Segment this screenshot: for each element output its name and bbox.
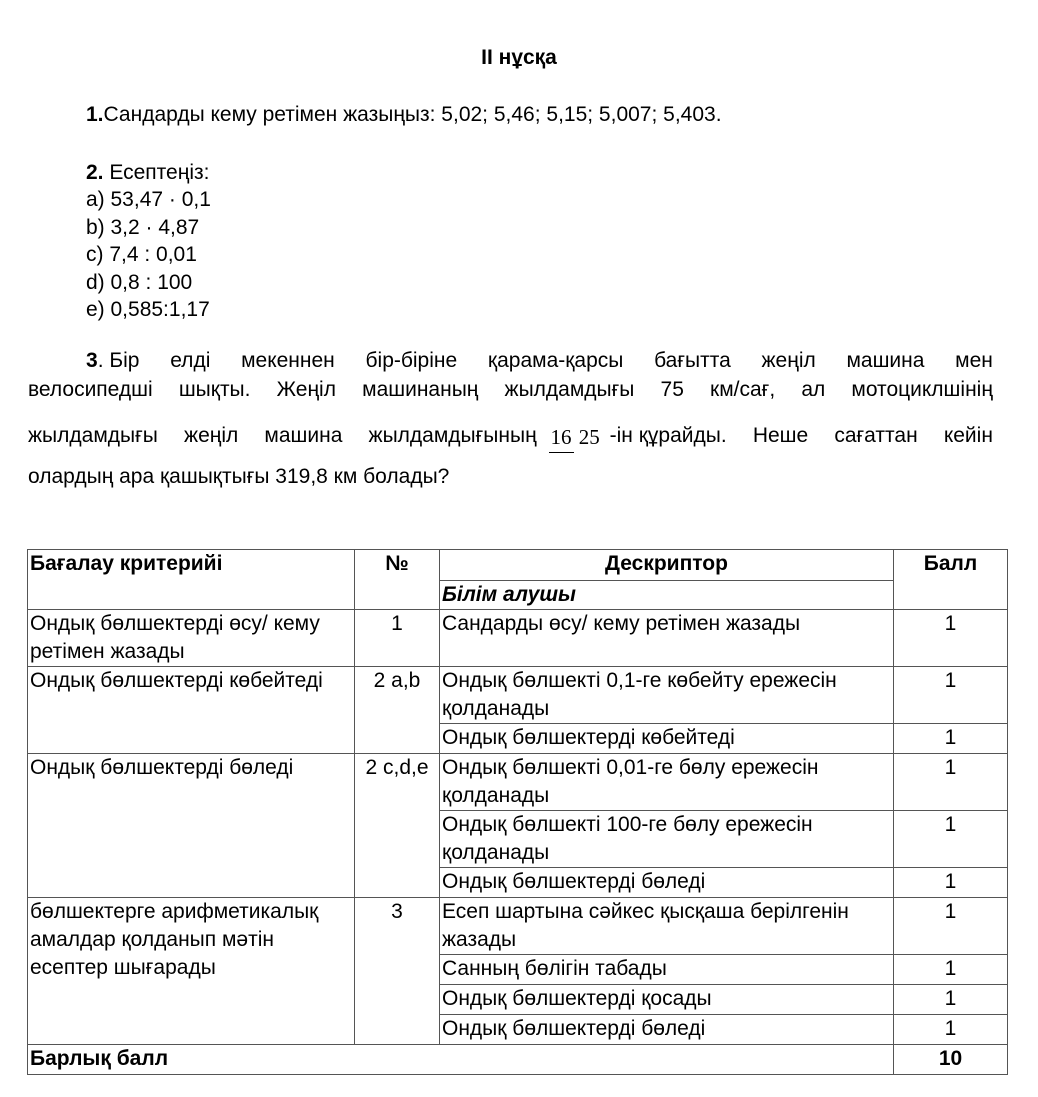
total-row xyxy=(28,1045,1008,1075)
points-cell: 1 xyxy=(894,1015,1008,1045)
points-cell: 1 xyxy=(894,811,1008,868)
question-1 xyxy=(86,103,722,127)
question-2-text: Есептеңіз: xyxy=(103,161,210,184)
descriptor-cell: Ондық бөлшекті 0,1-ге көбейту ережесін қолданады xyxy=(440,667,894,724)
descriptor-cell: Ондық бөлшекті 100-ге бөлу ережесін қолданады xyxy=(440,811,894,868)
question-2 xyxy=(86,159,211,323)
table-row xyxy=(28,610,1008,667)
question-2-item-c: c) 7,4 : 0,01 xyxy=(86,243,197,267)
question-3-line-1 xyxy=(28,349,993,378)
points-cell: 1 xyxy=(894,667,1008,724)
question-3-word: машинаның xyxy=(362,378,479,401)
question-3-word: машина xyxy=(264,424,343,447)
question-2-item-a: a) 53,47 · 0,1 xyxy=(86,188,211,212)
question-3-word: жеңіл xyxy=(761,349,816,372)
fraction-numerator: 16 xyxy=(549,426,574,453)
question-3-word: ал xyxy=(801,378,826,401)
descriptor-cell: Есеп шартына сәйкес қысқаша берілгенін жазады xyxy=(440,898,894,955)
question-3-word: жылдамдығы xyxy=(28,424,158,447)
question-3-word: бір-біріне xyxy=(365,349,458,372)
points-cell: 1 xyxy=(894,724,1008,754)
question-3-line-3 xyxy=(28,407,993,465)
question-3-fraction-group xyxy=(369,420,727,453)
criteria-cell: Ондық бөлшектерді бөледі xyxy=(28,754,355,898)
question-3-word: елді xyxy=(170,349,211,372)
variant-title: II нұсқа xyxy=(481,46,557,69)
question-3-word: мотоциклшінің xyxy=(851,378,993,401)
question-3-word: км/сағ, xyxy=(710,378,776,401)
question-3-word: сағаттан xyxy=(834,424,918,447)
question-3-word: кейін xyxy=(943,424,993,447)
question-3-word: 3. Бір xyxy=(86,349,140,372)
question-3 xyxy=(28,349,993,495)
descriptor-cell: Ондық бөлшектерді бөледі xyxy=(440,1015,894,1045)
question-2-number: 2. xyxy=(86,161,104,184)
descriptor-cell: Ондық бөлшекті 0,01-ге бөлу ережесін қолданады xyxy=(440,754,894,811)
descriptor-cell: Ондық бөлшектерді көбейтеді xyxy=(440,724,894,754)
header-points: Балл xyxy=(894,550,1008,610)
points-cell: 1 xyxy=(894,898,1008,955)
table-row xyxy=(28,667,1008,724)
question-2-item-b: b) 3,2 · 4,87 xyxy=(86,215,200,239)
criteria-cell: Ондық бөлшектерді көбейтеді xyxy=(28,667,355,754)
assessment-rubric-table xyxy=(27,549,1008,1075)
question-3-word: машина xyxy=(846,349,925,372)
fraction-denominator: 25 xyxy=(578,424,600,449)
total-points: 10 xyxy=(894,1045,1008,1075)
question-3-word: жеңіл xyxy=(184,424,239,447)
points-cell: 1 xyxy=(894,955,1008,985)
question-3-word: қарама-қарсы xyxy=(487,349,624,372)
descriptor-cell: Ондық бөлшектерді қосады xyxy=(440,985,894,1015)
task-number-cell: 1 xyxy=(355,610,440,667)
question-3-word: велосипедші xyxy=(28,378,153,401)
descriptor-cell: Ондық бөлшектерді бөледі xyxy=(440,868,894,898)
header-criteria: Бағалау критерийі xyxy=(28,550,355,610)
header-descriptor-sub: Білім алушы xyxy=(440,581,894,610)
question-1-text: Сандарды кему ретімен жазыңыз: 5,02; 5,46; 5,15; 5,007; 5,403. xyxy=(103,103,722,126)
question-3-word: 75 xyxy=(660,378,684,401)
question-3-word: Жеңіл xyxy=(276,378,336,401)
question-3-word: жылдамдығы xyxy=(504,378,635,401)
header-descriptor: Дескриптор xyxy=(440,550,894,581)
question-2-item-d: d) 0,8 : 100 xyxy=(86,270,193,294)
question-3-word: мекеннен xyxy=(241,349,335,372)
question-3-line-2 xyxy=(28,378,993,407)
fraction xyxy=(549,420,600,453)
criteria-cell: бөлшектерге арифметикалық амалдар қолданып мәтін есептер шығарады xyxy=(28,898,355,1045)
question-3-word: шықты. xyxy=(178,378,251,401)
task-number-cell: 2 c,d,e xyxy=(355,754,440,898)
question-1-number: 1. xyxy=(86,103,104,126)
question-2-item-e: e) 0,585:1,17 xyxy=(86,298,210,322)
points-cell: 1 xyxy=(894,985,1008,1015)
table-header-row xyxy=(28,550,1008,581)
task-number-cell: 3 xyxy=(355,898,440,1045)
criteria-cell: Ондық бөлшектерді өсу/ кему ретімен жазады xyxy=(28,610,355,667)
question-3-word: жылдамдығының xyxy=(368,423,537,447)
question-3-text: олардың ара қашықтығы 319,8 км болады? xyxy=(28,465,450,488)
question-3-word: Неше xyxy=(752,424,809,447)
table-row xyxy=(28,898,1008,955)
question-3-word: мен xyxy=(955,349,993,372)
question-3-word: бағытта xyxy=(654,349,731,372)
question-3-fraction-suffix: -ін құрайды. xyxy=(609,423,727,447)
table-row xyxy=(28,754,1008,811)
descriptor-cell: Сандарды өсу/ кему ретімен жазады xyxy=(440,610,894,667)
points-cell: 1 xyxy=(894,868,1008,898)
question-3-line-4 xyxy=(28,465,993,495)
question-2-heading xyxy=(86,159,211,186)
task-number-cell: 2 a,b xyxy=(355,667,440,754)
header-number: № xyxy=(355,550,440,610)
descriptor-cell: Санның бөлігін табады xyxy=(440,955,894,985)
points-cell: 1 xyxy=(894,754,1008,811)
points-cell: 1 xyxy=(894,610,1008,667)
total-label: Барлық балл xyxy=(28,1045,894,1075)
question-3-number: 3 xyxy=(86,349,98,372)
